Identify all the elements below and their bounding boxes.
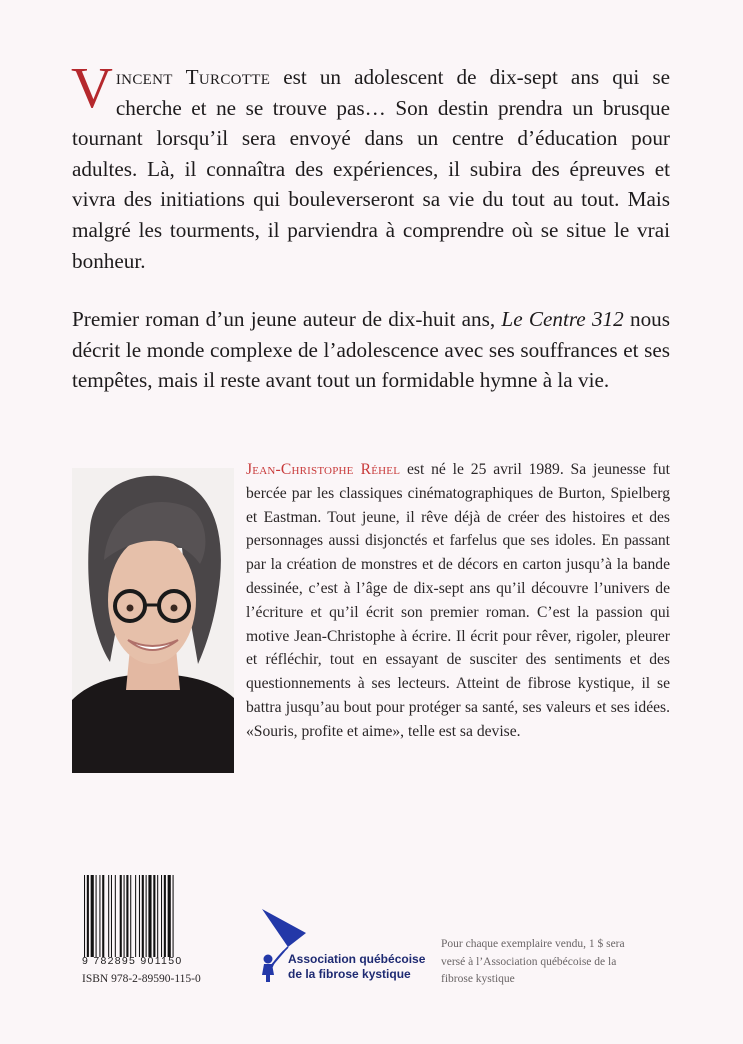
synopsis-paragraph-1 bbox=[71, 55, 670, 276]
barcode-digits: 9 782895 901150 bbox=[82, 955, 183, 967]
author-name: Jean-Christophe Réhel bbox=[246, 461, 401, 478]
barcode-icon bbox=[82, 875, 207, 957]
drop-cap: V bbox=[71, 55, 113, 120]
synopsis-text-2a: Premier roman d’un jeune auteur de dix-huit ans, bbox=[72, 307, 502, 332]
barcode-block bbox=[82, 875, 207, 985]
author-bio bbox=[246, 458, 670, 744]
synopsis-paragraph-2 bbox=[72, 304, 670, 396]
synopsis-text-1: est un adolescent de dix-sept ans qui se cherche et ne se trouve pas… Son destin prendra un brusque tournant lorsqu’il sera envoyé dans un centre d’éducation pour adultes. Là, il connaîtra des expériences, il subira des épreuves et vivra des initiations qui bouleverseront sa vie du tout au tout. Mais malgré les tourments, il parviendra à comprendre où se situe le vrai bonheur. bbox=[72, 65, 670, 273]
association-name-line-2: de la fibrose kystique bbox=[288, 967, 411, 981]
character-name: incent Turcotte bbox=[115, 65, 271, 89]
association-name bbox=[288, 952, 425, 982]
donation-note: Pour chaque exemplaire vendu, 1 $ sera versé à l’Association québécoise de la fibrose kystique bbox=[441, 938, 625, 985]
back-cover-synopsis bbox=[71, 55, 670, 396]
isbn-number: ISBN 978-2-89590-115-0 bbox=[82, 973, 201, 985]
author-photo bbox=[72, 468, 234, 773]
author-bio-text: est né le 25 avril 1989. Sa jeunesse fut bercée par les classiques cinématographiques de Burton, Spielberg et Eastman. Tout jeune, il rêve déjà de créer des histoires et des personnages aussi disjonctés et farfelus que ses idoles. En passant par la création de monstres et de décors en carton jusqu’à la bande dessinée, c’est à l’âge de dix-sept ans qu’il découvre l’univers de l’écriture et qu’il écrit son premier roman. C’est la passion qui motive Jean-Christophe à écrire. Il écrit pour rêver, rigoler, pleurer et réfléchir, tout en essayant de susciter des sentiments et des questionnements à ses lecteurs. Atteint de fibrose kystique, il se battra jusqu’au bout pour protéger sa santé, ses valeurs et ses idées. «Souris, profite et aime», telle est sa devise. bbox=[246, 461, 670, 740]
synopsis-text-2b: nous décrit le monde complexe de l’adolescence avec ses souffrances et ses tempêtes, mais il reste avant tout un formidable hymne à la vie. bbox=[72, 307, 670, 393]
book-title: Le Centre 312 bbox=[501, 307, 624, 332]
association-name-line-1: Association québécoise bbox=[288, 952, 426, 966]
